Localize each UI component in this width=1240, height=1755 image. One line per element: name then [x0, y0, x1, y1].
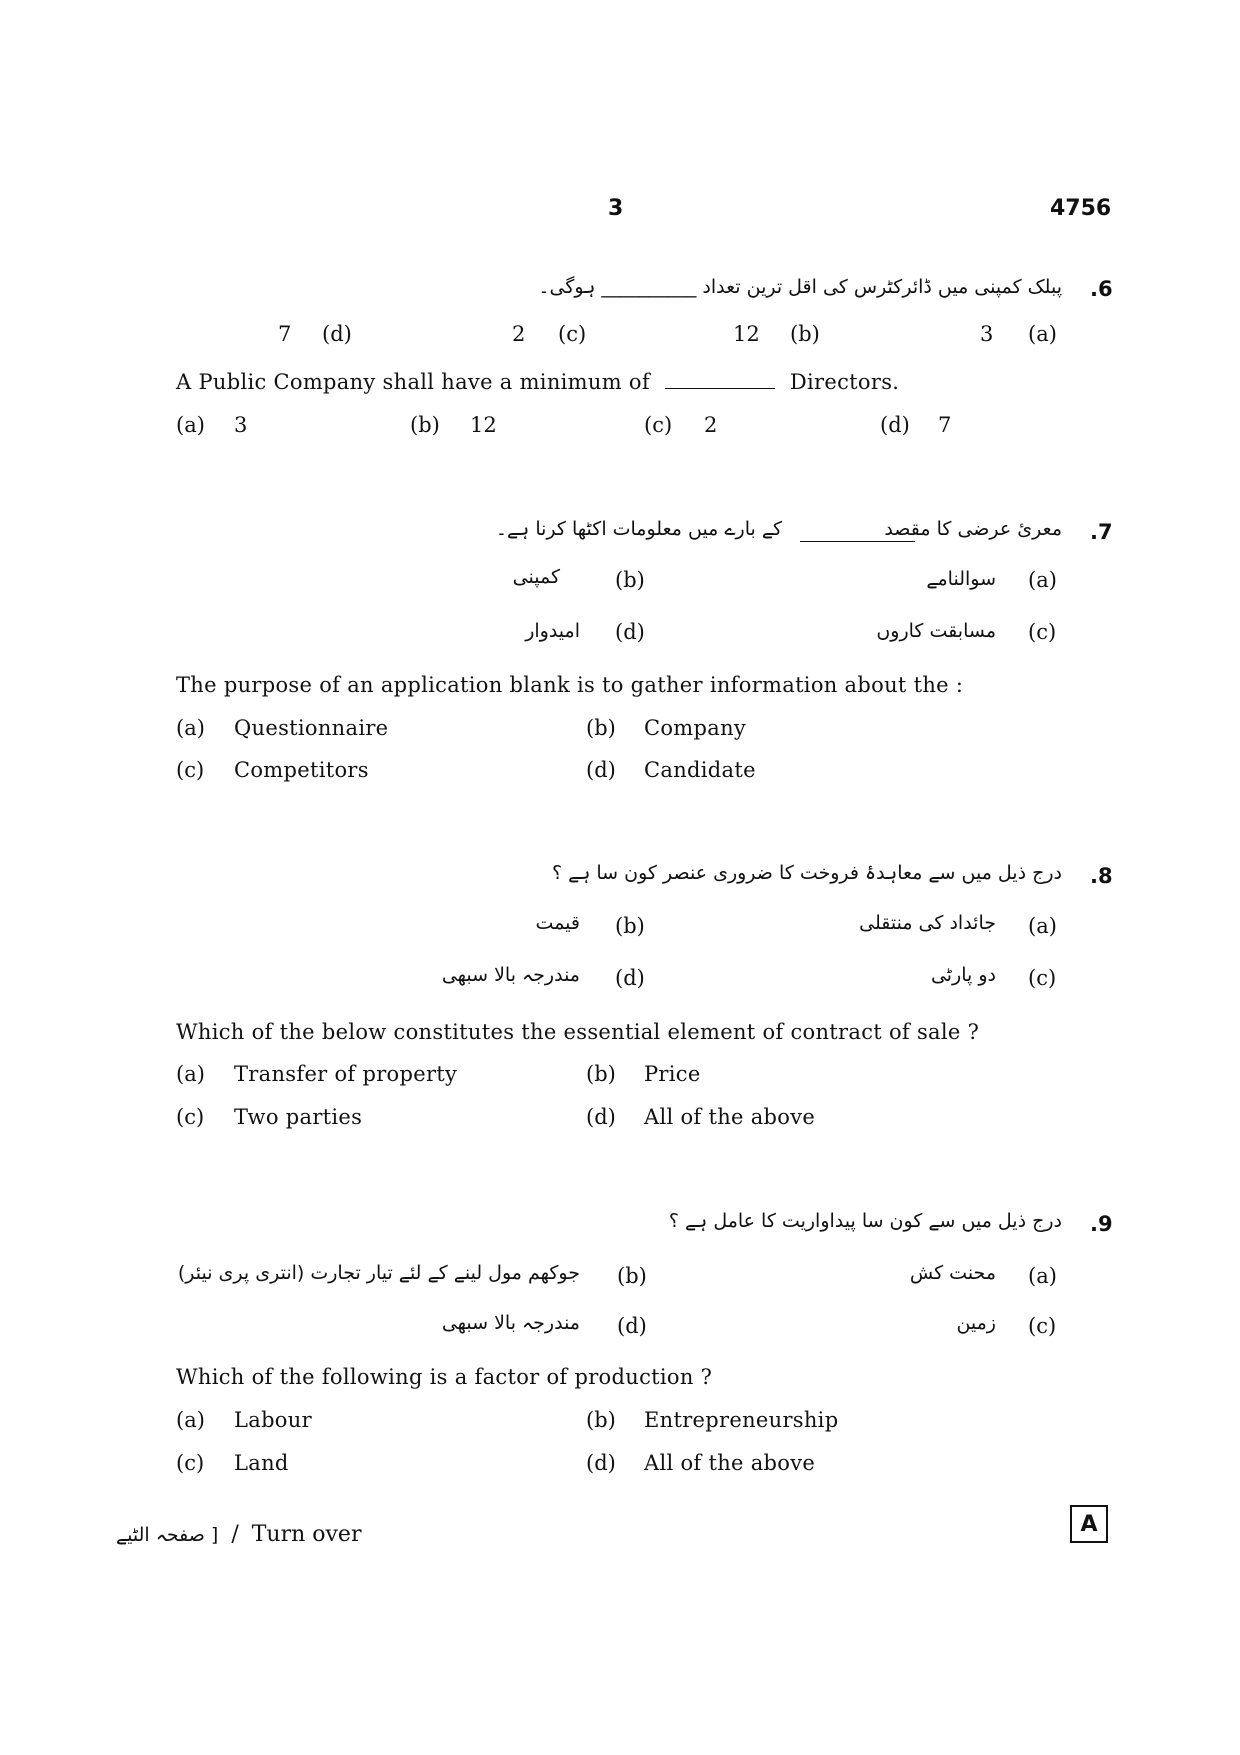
english-question: Which of the following is a factor of production ?	[176, 1365, 713, 1389]
page-number: 3	[608, 196, 624, 221]
urdu-option-label: (d)	[617, 1314, 647, 1338]
turn-over-note	[116, 1522, 361, 1547]
paper-code: 4756	[1050, 196, 1112, 221]
urdu-question-part: معریٔ عرضی کا مقصد	[884, 518, 1062, 540]
option-label: (c)	[176, 1451, 205, 1475]
option-text: Competitors	[234, 758, 369, 782]
urdu-option-label: (a)	[1028, 914, 1057, 938]
urdu-option-text: 12	[733, 322, 760, 346]
urdu-option-text: 7	[278, 322, 292, 346]
urdu-option-text: 2	[512, 322, 526, 346]
option-text: Two parties	[234, 1105, 363, 1129]
option-label: (c)	[176, 1105, 205, 1129]
english-question: Which of the below constitutes the essential element of contract of sale ?	[176, 1020, 980, 1044]
option-label: (d)	[586, 758, 616, 782]
turn-over-english: Turn over	[251, 1522, 362, 1547]
urdu-option-label: (d)	[615, 620, 645, 644]
option-label: (c)	[176, 758, 205, 782]
option-text: 12	[470, 413, 497, 437]
option-label: (a)	[176, 716, 205, 740]
urdu-option-label: (d)	[615, 966, 645, 990]
urdu-option-label: (b)	[617, 1264, 647, 1288]
urdu-option-text: زمین	[956, 1312, 996, 1334]
english-question: The purpose of an application blank is to gather information about the :	[176, 673, 964, 697]
urdu-option-text: مسابقت کاروں	[876, 620, 996, 642]
question-number: .8	[1090, 864, 1113, 888]
turn-over-urdu: [ صفحہ الٹیے	[116, 1524, 219, 1546]
urdu-option-text: قیمت	[535, 912, 580, 934]
urdu-option-label: (a)	[1028, 1264, 1057, 1288]
option-text: Candidate	[644, 758, 756, 782]
option-text: Price	[644, 1062, 701, 1086]
answer-blank	[665, 387, 775, 389]
option-text: Labour	[234, 1408, 312, 1432]
answer-blank	[800, 540, 915, 542]
question-number: .9	[1090, 1212, 1113, 1236]
option-label: (b)	[410, 413, 440, 437]
turn-over-separator: /	[231, 1522, 239, 1547]
question-number: .7	[1090, 520, 1113, 544]
urdu-option-text: دو پارٹی	[930, 964, 996, 986]
urdu-option-text: کمپنی	[512, 566, 560, 588]
option-label: (c)	[644, 413, 673, 437]
urdu-question-part: کے بارے میں معلومات اکٹھا کرنا ہے۔	[495, 518, 782, 540]
urdu-option-label: (a)	[1028, 322, 1057, 346]
urdu-option-text: جائداد کی منتقلی	[859, 912, 996, 934]
option-label: (a)	[176, 1062, 205, 1086]
option-text: Entrepreneurship	[644, 1408, 839, 1432]
urdu-option-label: (c)	[1028, 620, 1057, 644]
english-question	[176, 370, 899, 394]
option-label: (d)	[880, 413, 910, 437]
question-number: .6	[1090, 277, 1113, 301]
urdu-question: پبلک کمپنی میں ڈائرکٹرس کی اقل ترین تعداد __________ ہوگی۔	[538, 276, 1062, 298]
urdu-option-text: محنت کش	[909, 1262, 996, 1284]
question-text: Directors.	[789, 370, 900, 394]
urdu-option-label: (c)	[1028, 1314, 1057, 1338]
urdu-option-label: (d)	[322, 322, 352, 346]
option-text: Transfer of property	[234, 1062, 458, 1086]
option-text: 3	[234, 413, 248, 437]
urdu-option-label: (c)	[558, 322, 587, 346]
option-text: 7	[938, 413, 952, 437]
option-label: (b)	[586, 1408, 616, 1432]
question-text: A Public Company shall have a minimum of	[176, 370, 650, 394]
urdu-option-text: مندرجہ بالا سبھی	[441, 1312, 580, 1334]
option-label: (b)	[586, 716, 616, 740]
series-box: A	[1070, 1505, 1108, 1543]
option-text: All of the above	[644, 1105, 816, 1129]
option-text: 2	[704, 413, 718, 437]
option-text: Questionnaire	[234, 716, 389, 740]
urdu-option-text: سوالنامے	[926, 568, 996, 590]
option-label: (b)	[586, 1062, 616, 1086]
urdu-option-label: (b)	[790, 322, 820, 346]
urdu-option-text: 3	[980, 322, 994, 346]
option-label: (a)	[176, 413, 205, 437]
urdu-option-label: (b)	[615, 914, 645, 938]
option-text: Land	[234, 1451, 289, 1475]
option-text: All of the above	[644, 1451, 816, 1475]
urdu-question: درج ذیل میں سے کون سا پیداواریت کا عامل ہے ؟	[668, 1210, 1062, 1232]
option-label: (a)	[176, 1408, 205, 1432]
option-label: (d)	[586, 1451, 616, 1475]
urdu-option-label: (c)	[1028, 966, 1057, 990]
option-text: Company	[644, 716, 747, 740]
urdu-question: درج ذیل میں سے معاہدۂ فروخت کا ضروری عنصر کون سا ہے ؟	[551, 862, 1062, 884]
option-label: (d)	[586, 1105, 616, 1129]
urdu-option-text: مندرجہ بالا سبھی	[441, 964, 580, 986]
urdu-option-label: (a)	[1028, 568, 1057, 592]
urdu-option-label: (b)	[615, 568, 645, 592]
urdu-option-text: امیدوار	[525, 620, 580, 642]
urdu-option-text: جوکھم مول لینے کے لئے تیار تجارت (انتری پری نیئر)	[177, 1262, 580, 1284]
